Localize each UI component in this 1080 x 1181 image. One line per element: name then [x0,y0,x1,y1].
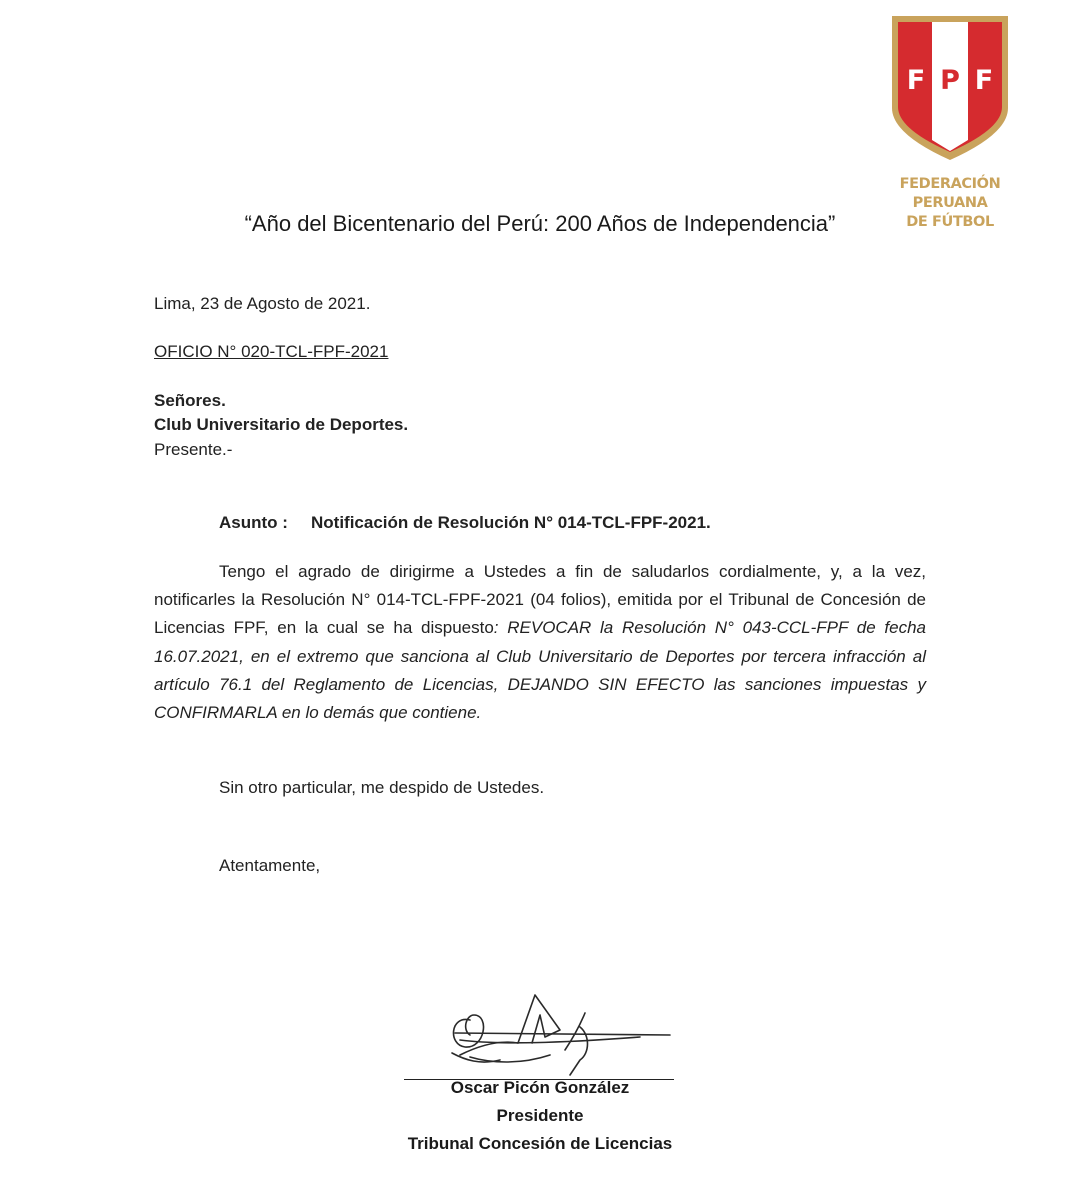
body-paragraph [154,558,926,727]
letter-date: Lima, 23 de Agosto de 2021. [154,294,371,313]
recipient-name: Club Universitario de Deportes. [154,415,409,434]
recipient-presente: Presente.- [154,440,233,459]
regards-line: Atentamente, [219,856,321,875]
svg-text:F: F [974,65,994,96]
year-motto: “Año del Bicentenario del Perú: 200 Años de Independencia” [244,211,836,236]
fpf-logo [880,12,1020,230]
closing-line: Sin otro particular, me despido de Ustedes. [219,778,545,797]
subject-label: Asunto : [219,513,288,532]
body-italic: : REVOCAR la Resolución N° 043-CCL-FPF de fecha 16.07.2021, en el extremo que sanciona al Club Universitario de Deportes por tercera infracción al artículo 76.1 del Reglamento de Licencias, DEJANDO SIN EFECTO las sanciones impuestas y CONFIRMARLA en lo demás que contiene. [154,618,926,723]
fpf-shield-icon [888,12,1012,162]
signer-organization: Tribunal Concesión de Licencias [407,1134,673,1153]
logo-caption-line1: FEDERACIÓN PERUANA [899,176,1001,211]
body-plain: Tengo el agrado de dirigirme a Ustedes a fin de saludarlos cordialmente, y, a la vez, notificarles la Resolución N° 014-TCL-FPF-2021 (04 folios), emitida por el Tribunal de Concesión de Licencias FPF, en la cual se ha dispuesto [154,562,926,638]
signer-title: Presidente [496,1106,584,1125]
svg-text:P: P [940,65,960,96]
subject-text: Notificación de Resolución N° 014-TCL-FPF-2021. [311,513,711,532]
logo-caption-line2: DE FÚTBOL [906,214,994,230]
recipient-salutation: Señores. [154,391,226,410]
svg-text:F: F [906,65,926,96]
signer-name: Oscar Picón González [450,1078,630,1097]
oficio-number: OFICIO N° 020-TCL-FPF-2021 [154,342,389,361]
handwritten-signature [440,985,680,1085]
